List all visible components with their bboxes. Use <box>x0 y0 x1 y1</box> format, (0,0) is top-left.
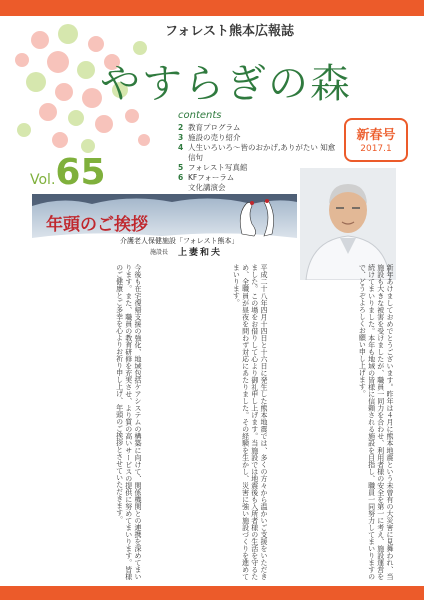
newsletter-title: やすらぎの森 <box>100 61 352 107</box>
contents-item: 6 KFフォーラム <box>178 173 235 182</box>
contents-item: 文化講演会 <box>188 183 226 192</box>
contents-item: 2 教育プログラム <box>178 123 241 132</box>
article-column: 今後も在宅復帰支援の強化、地域包括ケアシステムの構築に向けて、関係機関との連携を深めてまいります。また、職員の教育研修を充実させ、より質の高いサービスの提供に努めてまいります。皆様のご健康とご多幸を心よりお祈り申し上げ、年頭のご挨拶とさせていただきます。 <box>115 264 142 580</box>
contents-item: 3 施設の売り紹介 <box>178 133 241 142</box>
issue-date: 2017.1 <box>360 144 392 154</box>
greeting-title: 年頭のご挨拶 <box>46 215 148 235</box>
bottom-accent-bar <box>0 586 424 600</box>
contents-heading: contents <box>178 110 222 121</box>
issue-season-box <box>344 118 408 162</box>
author-organization: 介護老人保健施設「フォレスト熊本」 <box>120 237 239 245</box>
volume-number: Vol.65 <box>30 152 106 193</box>
issue-season: 新春号 <box>356 128 396 143</box>
contents-item: 4 人生いろいろ～皆のおかげ,ありがたい 知愈信句 <box>178 143 336 162</box>
contents-item: 5 フォレスト写真館 <box>178 163 248 172</box>
greeting-article <box>32 264 394 580</box>
newsletter-subtitle: フォレスト熊本広報誌 <box>165 24 294 39</box>
article-column: 新年あけましておめでとうございます。昨年は４月に熊本地震という未曾有の大災害に見舞われ、当施設も大きな被害を受けましたが、職員一同力を合わせ、利用者様の安全を第一に考え、施設運営を続けてまいりました。本年も地域の皆様に信頼される施設を目指し、職員一同努力してまいりますので、どうぞよろしくお願い申し上げます。 <box>358 264 394 580</box>
author-name: 上妻和夫 <box>178 248 223 258</box>
article-column: 平成二十八年四月十四日と十六日に発生した熊本地震では、多くの方々から温かいご支援をいただきました。この場をお借りして心より御礼申し上げます。当施設では地震後も入所者様の生活を守るため、全職員が昼夜を問わず対応にあたりました。その経験を生かし、災害に強い施設づくりを進めてまいります。 <box>232 264 268 580</box>
author-role: 施設長 <box>150 249 169 256</box>
